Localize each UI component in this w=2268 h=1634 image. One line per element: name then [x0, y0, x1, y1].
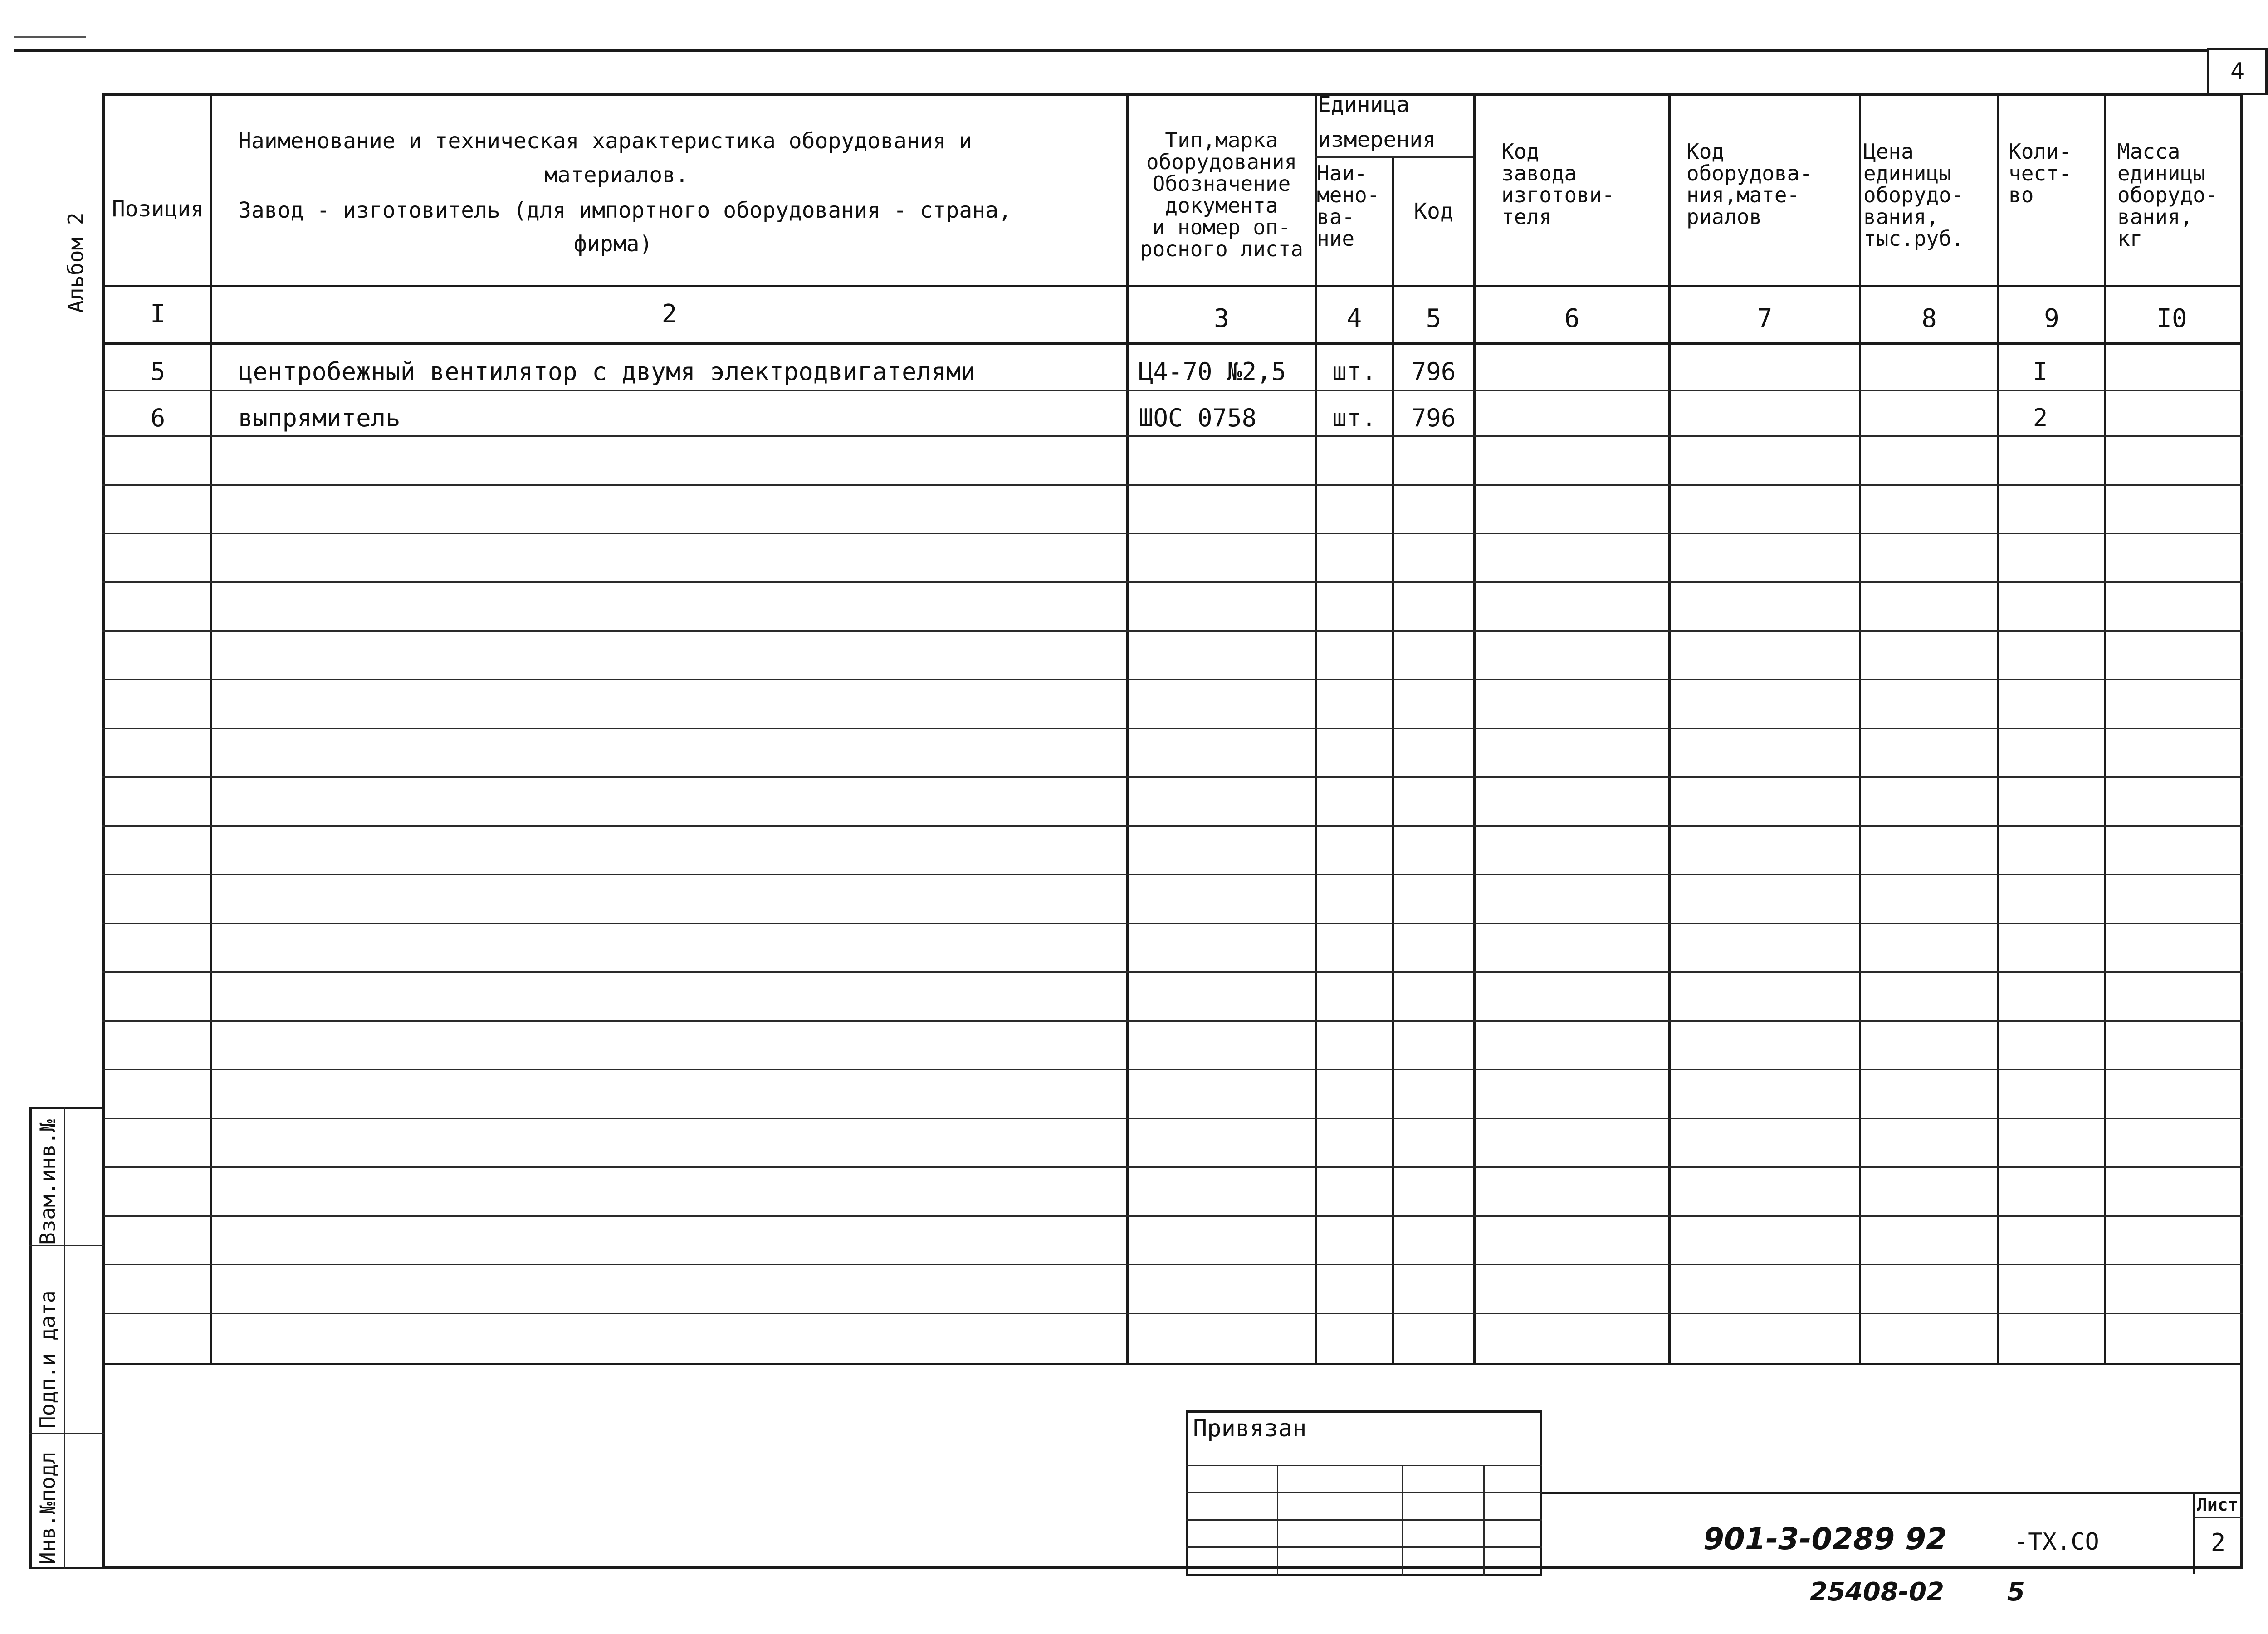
header-unit-name-line: ние	[1317, 226, 1355, 251]
row-line	[102, 630, 2243, 632]
column-number: 2	[661, 299, 677, 329]
header-unit-code: Код	[1414, 199, 1453, 224]
header-material-code	[1686, 141, 1812, 228]
row-1-type: Ц4-70 №2,5	[1139, 357, 1286, 386]
doc-code-suffix: -ТХ.СО	[2014, 1528, 2099, 1556]
header-type-line: росного листа	[1139, 237, 1304, 261]
row-1-position: 5	[150, 357, 166, 386]
header-unit-name-line: ва-	[1317, 205, 1355, 229]
header-factory-code	[1501, 141, 1614, 228]
row-1-name: центробежный вентилятор с двумя электродвигателями	[238, 357, 976, 386]
row-1-unit-name: шт.	[1332, 357, 1377, 386]
header-factory-line: изготови-	[1501, 183, 1615, 207]
header-name-line2: материалов.	[544, 162, 689, 188]
privyazan-line-2	[1186, 1492, 1542, 1493]
privyazan-line-4	[1186, 1546, 1542, 1548]
header-quantity	[2009, 141, 2071, 206]
column-number: 7	[1757, 304, 1773, 333]
row-line	[102, 484, 2243, 486]
header-material-line: оборудова-	[1686, 161, 1812, 185]
title-block-top	[1542, 1492, 2243, 1494]
header-type-line: Обозначение	[1152, 171, 1291, 196]
column-number: 5	[1426, 304, 1442, 333]
privyazan-line-3	[1186, 1519, 1542, 1521]
row-line	[102, 1118, 2243, 1119]
row-line	[102, 1020, 2243, 1022]
row-1-quantity: I	[2033, 357, 2048, 386]
privyazan-col-3	[1483, 1465, 1485, 1576]
row-line	[102, 435, 2243, 437]
header-name-line4: фирма)	[574, 231, 653, 257]
header-price-line: вания,	[1863, 205, 1939, 229]
header-price-line: тыс.руб.	[1863, 226, 1964, 251]
side-stamp-inv-orig: Инв.№подл	[35, 1451, 60, 1565]
header-factory-line: Код	[1501, 139, 1540, 164]
doc-code: 901-3-0289 92	[1703, 1522, 1947, 1556]
row-2-unit-code: 796	[1411, 404, 1456, 432]
row-2-unit-name: шт.	[1332, 404, 1377, 432]
header-material-line: риалов	[1686, 205, 1762, 229]
header-mass-line: вания,	[2117, 205, 2193, 229]
header-type-mark	[1129, 129, 1315, 260]
side-stamp-split-2	[29, 1433, 104, 1434]
column-number: I	[150, 299, 166, 329]
header-factory-line: теля	[1501, 205, 1552, 229]
row-line	[102, 971, 2243, 973]
row-line	[102, 1069, 2243, 1070]
privyazan-col-2	[1402, 1465, 1403, 1576]
header-unit-group-1: Единица	[1318, 92, 1410, 117]
header-quantity-line: чест-	[2009, 161, 2072, 185]
header-type-line: Тип,марка	[1165, 128, 1278, 152]
privyazan-line-1	[1186, 1465, 1542, 1466]
header-mass	[2117, 141, 2218, 249]
footer-page-number: 5	[2007, 1577, 2025, 1607]
header-position: Позиция	[112, 196, 204, 222]
top-scratch-line	[14, 36, 86, 38]
top-border-line	[14, 49, 2209, 52]
row-2-quantity: 2	[2033, 404, 2048, 432]
header-price-line: Цена	[1863, 139, 1914, 164]
row-line	[102, 923, 2243, 924]
header-material-line: Код	[1686, 139, 1725, 164]
column-number: 3	[1214, 304, 1229, 333]
row-line	[102, 1215, 2243, 1217]
header-mass-line: оборудо-	[2117, 183, 2218, 207]
header-price-line: оборудо-	[1863, 183, 1964, 207]
row-line	[102, 776, 2243, 778]
privyazan-col-1	[1277, 1465, 1278, 1576]
row-line	[102, 679, 2243, 680]
side-stamp-split-1	[29, 1245, 104, 1246]
header-bottom-line	[102, 285, 2243, 287]
list-number: 2	[2210, 1528, 2226, 1557]
header-mass-line: кг	[2117, 226, 2143, 251]
list-label: Лист	[2197, 1495, 2239, 1515]
column-number: I0	[2156, 304, 2187, 333]
footer-order-number: 25408-02	[1810, 1577, 1944, 1607]
numbers-bottom-line	[102, 342, 2243, 345]
row-line	[102, 1264, 2243, 1265]
row-line	[102, 581, 2243, 583]
sheet-number-top: 4	[2207, 48, 2268, 95]
column-number: 8	[1921, 304, 1937, 333]
row-2-type: ШОС 0758	[1139, 404, 1257, 432]
header-name-line1: Наименование и техническая характеристика оборудования и	[238, 128, 973, 154]
side-stamp-vzam-inv: Взам.инв.№	[35, 1119, 60, 1245]
privyazan-label: Привязан	[1193, 1415, 1307, 1442]
col-line-4	[1392, 156, 1394, 1364]
header-type-line: оборудования	[1146, 150, 1297, 174]
side-stamp-divider	[64, 1107, 65, 1569]
column-number: 6	[1564, 304, 1580, 333]
unit-group-split	[1315, 156, 1473, 158]
header-unit-name-line: Наи-	[1317, 161, 1367, 185]
row-2-name: выпрямитель	[238, 404, 401, 432]
table-bottom-line	[102, 1363, 2243, 1365]
row-line	[102, 1313, 2243, 1314]
list-box-split	[2193, 1517, 2243, 1518]
header-unit-group-2: измерения	[1318, 127, 1436, 152]
row-line	[102, 390, 2243, 391]
row-line	[102, 1166, 2243, 1168]
column-number: 4	[1346, 304, 1362, 333]
header-mass-line: Масса	[2117, 139, 2180, 164]
row-line	[102, 533, 2243, 534]
side-stamp-sign-date: Подп.и дата	[35, 1290, 60, 1429]
header-price-line: единицы	[1863, 161, 1951, 185]
header-type-line: документа	[1165, 193, 1278, 218]
row-1-unit-code: 796	[1411, 357, 1456, 386]
header-price	[1863, 141, 1964, 249]
row-2-position: 6	[150, 404, 166, 432]
header-quantity-line: Коли-	[2009, 139, 2072, 164]
row-line	[102, 825, 2243, 827]
header-material-line: ния,мате-	[1686, 183, 1800, 207]
header-factory-line: завода	[1501, 161, 1577, 185]
header-quantity-line: во	[2009, 183, 2034, 207]
header-name-line3: Завод - изготовитель (для импортного оборудования - страна,	[238, 198, 1012, 223]
header-unit-name	[1317, 162, 1392, 249]
album-label: Альбом 2	[64, 212, 88, 313]
row-line	[102, 874, 2243, 875]
header-unit-name-line: мено-	[1317, 183, 1380, 207]
row-line	[102, 728, 2243, 729]
header-type-line: и номер оп-	[1152, 215, 1291, 239]
header-mass-line: единицы	[2117, 161, 2205, 185]
column-number: 9	[2044, 304, 2059, 333]
